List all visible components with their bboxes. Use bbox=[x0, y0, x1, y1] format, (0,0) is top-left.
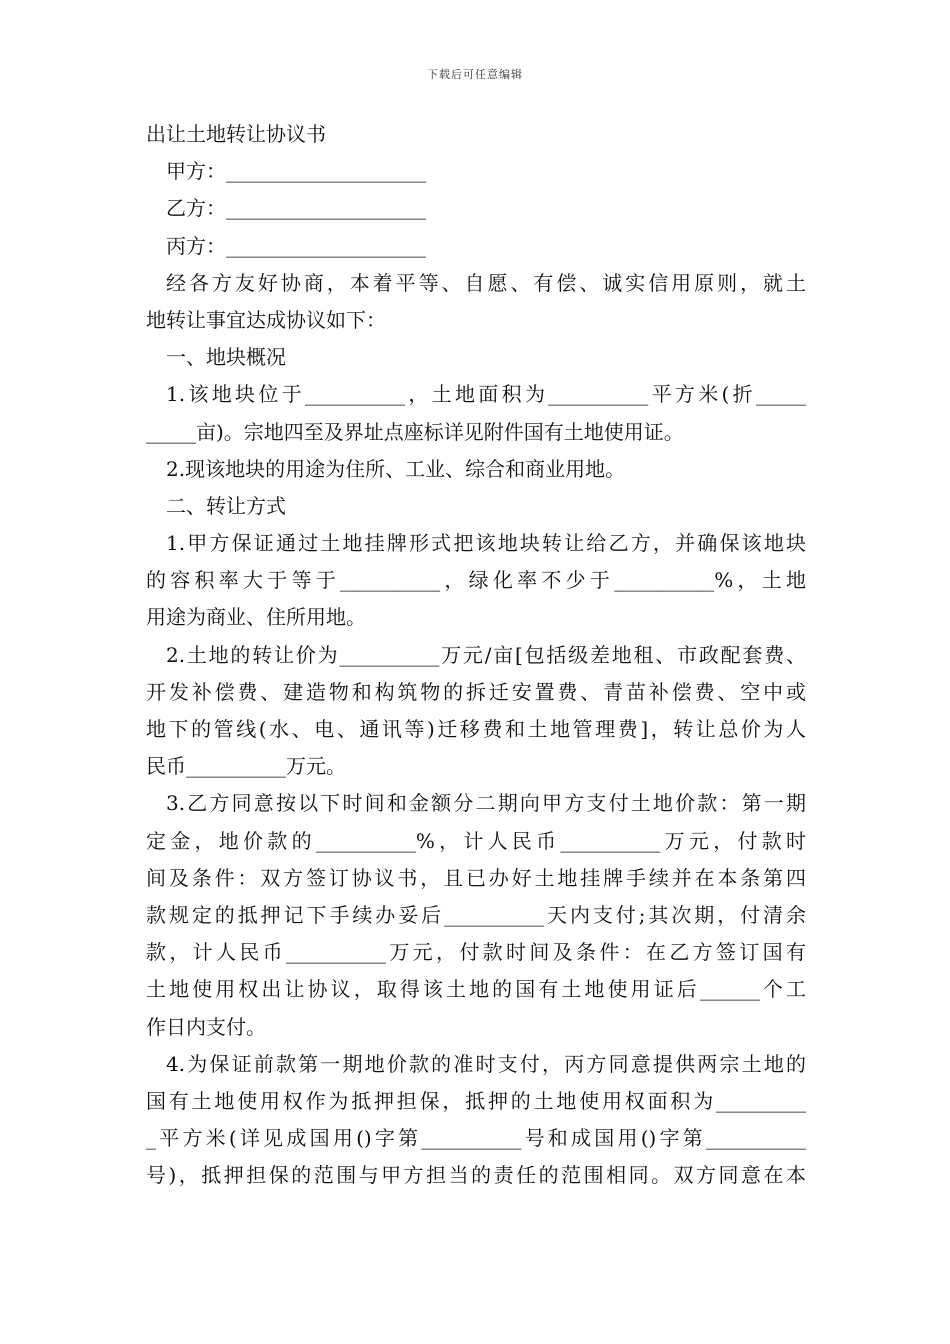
document-line: 用途为商业、住所用地。 bbox=[146, 605, 366, 630]
document-line: 作日内支付。 bbox=[146, 1014, 266, 1039]
document-line: 2.土地的转让价为__________万元/亩[包括级差地租、市政配套费、 bbox=[166, 642, 806, 667]
document-line: 国有土地使用权作为抵押担保，抵押的土地使用权面积为_________ bbox=[146, 1088, 806, 1113]
document-line: 的容积率大于等于__________，绿化率不少于__________%，土地 bbox=[146, 568, 806, 593]
document-line: 间及条件：双方签订协议书，且已办好土地挂牌手续并在本条第四 bbox=[146, 865, 806, 890]
document-line: 一、地块概况 bbox=[166, 345, 286, 370]
document-line: 经各方友好协商，本着平等、自愿、有偿、诚实信用原则，就土 bbox=[166, 270, 806, 295]
document-line: _____亩)。宗地四至及界址点座标详见附件国有土地使用证。 bbox=[146, 419, 684, 444]
document-line: 二、转让方式 bbox=[166, 493, 286, 518]
document-line: 土地使用权出让协议，取得该土地的国有土地使用证后______个工 bbox=[146, 977, 806, 1002]
document-line: 甲方：____________________ bbox=[166, 159, 426, 184]
document-line: 定金，地价款的__________%，计人民币__________万元，付款时 bbox=[146, 828, 806, 853]
document-line: 开发补偿费、建造物和构筑物的拆迁安置费、青苗补偿费、空中或 bbox=[146, 679, 806, 704]
document-line: 丙方：____________________ bbox=[166, 233, 426, 258]
document-line: 乙方：____________________ bbox=[166, 196, 426, 221]
document-line: 3.乙方同意按以下时间和金额分二期向甲方支付土地价款：第一期 bbox=[166, 791, 806, 816]
document-line: 地转让事宜达成协议如下： bbox=[146, 307, 386, 332]
document-line: 号)，抵押担保的范围与甲方担当的责任的范围相同。双方同意在本 bbox=[146, 1163, 806, 1188]
document-line: 民币__________万元。 bbox=[146, 754, 346, 779]
document-line: 1.该地块位于__________，土地面积为__________平方米(折_____ bbox=[166, 382, 806, 407]
document-line: 地下的管线(水、电、通讯等)迁移费和土地管理费]，转让总价为人 bbox=[146, 717, 806, 741]
document-line: 2.现该地块的用途为住所、工业、综合和商业用地。 bbox=[166, 456, 626, 481]
document-line: 款，计人民币__________万元，付款时间及条件：在乙方签订国有 bbox=[146, 940, 806, 965]
document-line: _平方米(详见成国用()字第__________号和成国用()字第__________ bbox=[146, 1126, 806, 1151]
document-line: 款规定的抵押记下手续办妥后__________天内支付;其次期，付清余 bbox=[146, 902, 806, 927]
document-body bbox=[146, 116, 806, 1194]
document-line: 1.甲方保证通过土地挂牌形式把该地块转让给乙方，并确保该地块 bbox=[166, 531, 806, 556]
document-line: 4.为保证前款第一期地价款的准时支付，丙方同意提供两宗土地的 bbox=[166, 1051, 806, 1076]
page-header: 下载后可任意编辑 bbox=[427, 68, 523, 81]
document-title: 出让土地转让协议书 bbox=[146, 122, 326, 146]
